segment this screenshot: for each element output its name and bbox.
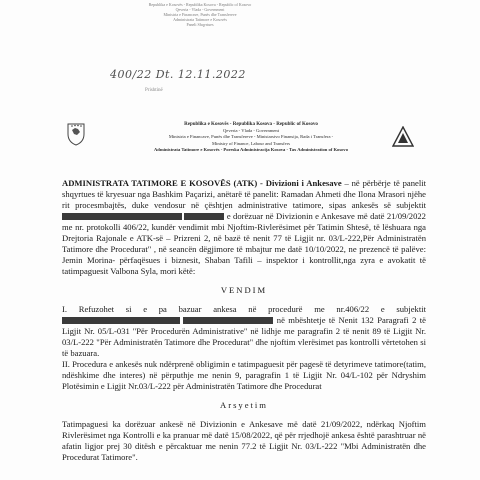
letterhead-line: Administrata Tatimore e Kosovës - Poreska Administracija Kosova - Tax Administration of Kosovo [153,146,349,152]
redaction-bar [183,317,273,324]
letterhead-line: Ministria e Financave, Punës dhe Transfereve - Ministarstvo Finansija, Rada i Transfera - [168,134,334,140]
heading-vendim: VENDIM [220,285,268,295]
reasoning-paragraph: Tatimpaguesi ka dorëzuar ankesë në Divizionin e Ankesave më datë 21/09/2022, ndërkaq Njoftim Rivlerësimet nga Kontrolli e ka pranuar më datë 15/08/2022, që për rrjedhojë ankesa është parashtruar në afatin ligjor prej 30 ditësh e përcaktuar me nenin 77.2 të Ligjit Nr. 03/L-222 "Mbi Administratën dhe Procedurat Tatimore". [62,419,426,462]
heading-arsyetim: Arsyetim [220,400,268,410]
intro-text: – në përbërje të panelit shqyrtues të kryesuar nga Bashkim Paçarizi, anëtarë të panelit: Ramadan Ahmeti dhe Ilona Mrasori njëhe rit procesmbajtës, duke vendosur në çështjen administrative tatimore, sipas ankesës së subjektit [62,178,426,210]
org-name: ADMINISTRATA TATIMORE E KOSOVËS (ATK) - Divizioni i Ankesave [62,178,342,188]
redaction-bar [62,317,180,324]
section-one-text-continued: në mbështetje të Nenit 132 Paragrafi 2 të Ligjit Nr. 05/L-031 "Për Procedurën Administrative" në lidhje me paragrafin 2 të nenit 89 të Ligjit Nr. 03/L-222 "Për Administratën Tatimore dhe Procedurat" dhe njoftim vlerësimet pas kontrolli vërtetohen si të bazuara. [62,315,426,358]
letterhead-line: Republika e Kosovës - Republika Kosova - Republic of Kosovo [184,122,318,127]
decision-body [62,178,426,463]
letterhead-line: Ministry of Finance, Labour and Transfers [211,140,291,146]
letterhead-text [136,122,366,153]
redaction-bar [62,213,182,220]
stamp-line: Republika e Kosovës - Republika Kosova - Republic of Kosovo [148,2,252,7]
handwritten-reference: 400/22 Dt. 12.11.2022 [110,68,246,81]
stamp-line: Qeveria - Vlada - Government [175,7,225,12]
stamp-line: Administrata Tatimore e Kosovës [173,17,227,22]
letterhead [66,118,426,166]
stamp-line: Ministria e Financave, Punës dhe Transfereve [163,12,237,17]
redaction-bar [184,213,224,220]
section-one-text: I. Refuzohet si e pa bazuar ankesa në procedurë me nr.406/22 e subjektit [62,304,426,314]
stamp-line: Paneli Shqyrtues [186,22,214,27]
kosovo-coat-of-arms-icon [66,122,86,146]
letterhead-line: Qeveria - Vlada - Government [222,128,280,134]
atk-logo-icon [392,126,414,148]
stamp-smudge: Prishtinë [145,88,163,93]
section-one [62,304,426,359]
section-two: II. Procedura e ankesës nuk ndërprenë obligimin e tatimpaguesit për pagesë të detyrimeve tatimore(tatim, ndëshkime dhe interes) në përputhje me nenin 9, paragrafin 1 të Ligjit Nr. 04/L-102 për Ndryshim Plotësimin e Ligjit Nr.03/L-222 për Administratën Tatimore dhe Procedurat [62,359,426,391]
intro-text-continued: e dorëzuar në Divizionin e Ankesave më datë 21/09/2022 me nr. protokolli 406/22, kundër vendimit mbi Njoftim-Rivlerësimet për Tatimin Shtesë, të lëshuara nga Drejtoria Rajonale e ATK-së – Prizreni 2, në bazë të nenit 77 të Ligjit nr. 03/L-222,Për Administratën Tatimore dhe Procedurat" , në seancën dëgjimore të mbajtur me datë 10/10/2022, ne prezencë të palëve: Jemin Morina- përfaqësues i biznesit, Shaban Tafili – inspektor i kontrollit,nga zyra e avokatit të tatimpaguesit Valbona Syla, mori këtë: [62,211,426,276]
intro-paragraph [62,178,426,277]
